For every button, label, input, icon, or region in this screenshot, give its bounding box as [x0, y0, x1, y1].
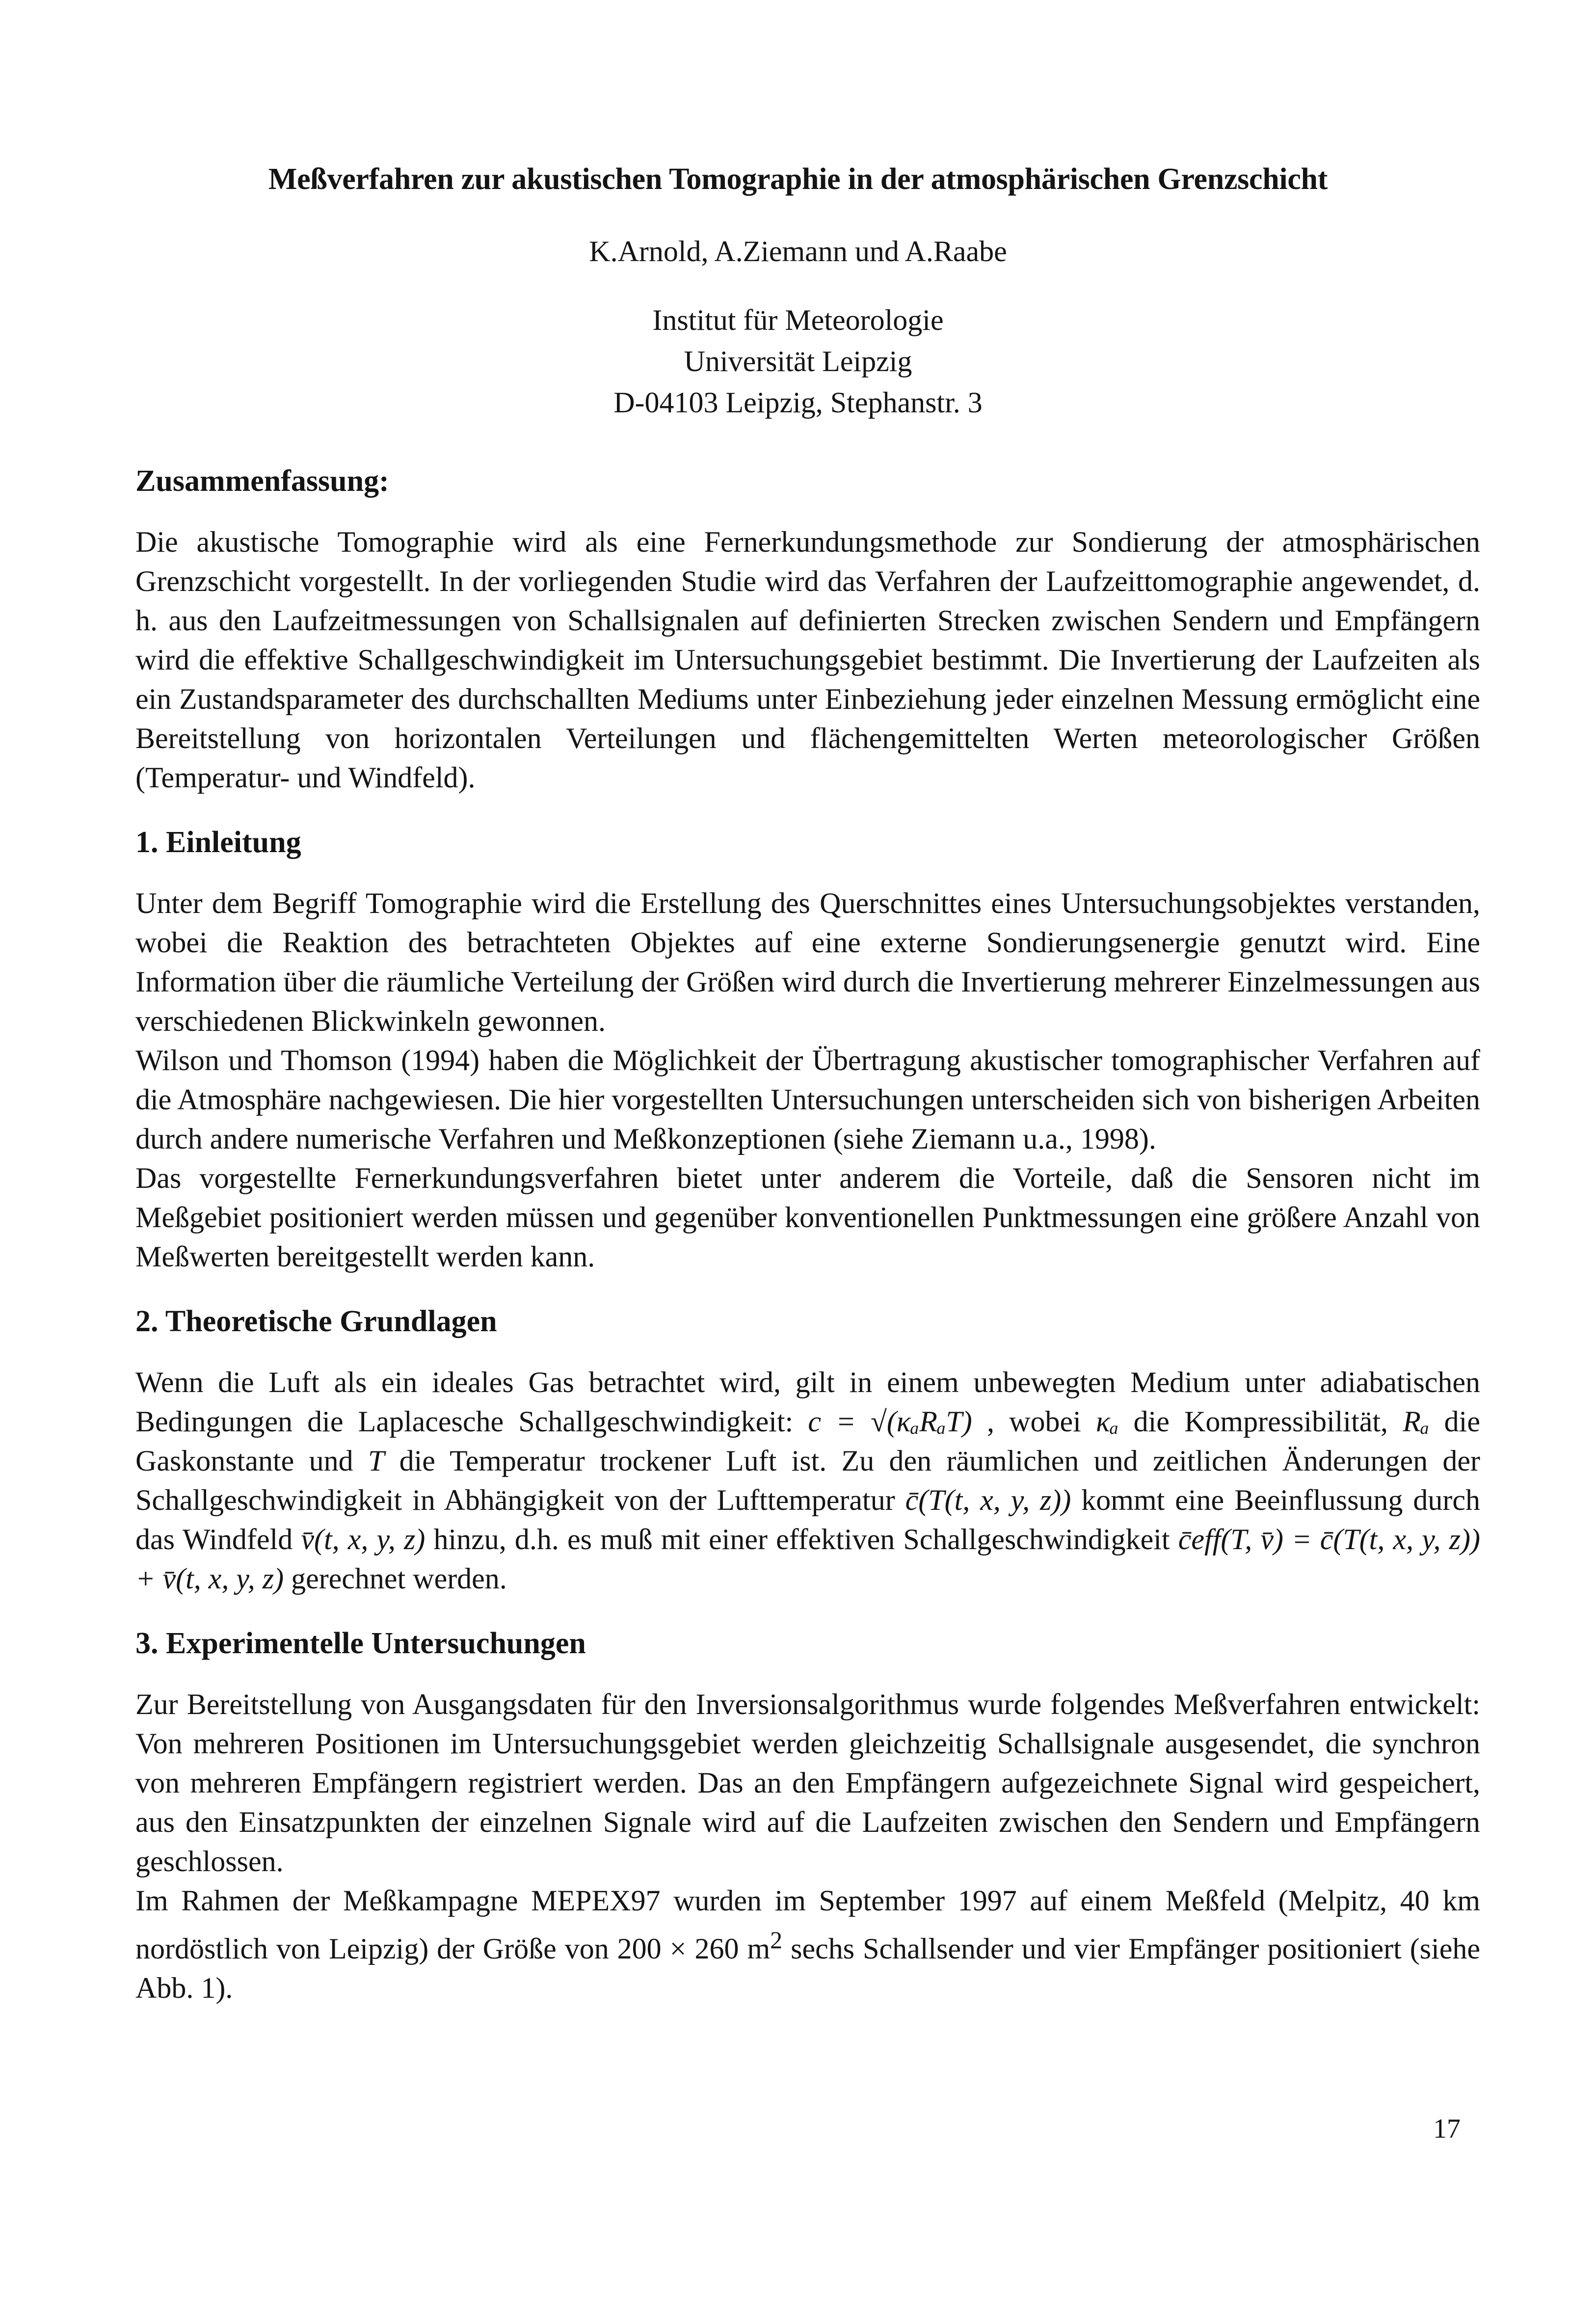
symbol-t: T [368, 1445, 385, 1477]
equation-ceff: c̄eff(T, v̄) = c̄(T(t, x, y, z)) + v̄(t, x, y, z) [135, 1523, 1481, 1595]
text-run: kommt eine Beeinflussung durch das Windfeld [135, 1484, 1480, 1556]
paper-title: Meßverfahren zur akustischen Tomographie in der atmosphärischen Grenzschicht [268, 162, 1328, 196]
page-number: 17 [1433, 2114, 1461, 2144]
symbol-ra: Rₐ [1403, 1405, 1430, 1438]
text-run: hinzu, d.h. es muß mit einer effektiven Schallgeschwindigkeit [425, 1523, 1178, 1556]
abstract-heading: Zusammenfassung: [135, 464, 389, 498]
section-heading-grundlagen: 2. Theoretische Grundlagen [135, 1305, 497, 1338]
superscript: 2 [770, 1926, 783, 1954]
text-run: die Gaskonstante und [135, 1405, 1480, 1477]
equation-laplace: c = √(κₐRₐT) [808, 1405, 972, 1438]
paragraph: Wilson und Thomson (1994) haben die Möglichkeit der Übertragung akustischer tomographischer Verfahren auf die Atmosphäre nachgewiesen. Die hier vorgestellten Untersuchungen unterscheiden sich von bisherigen Arbeiten durch andere numerische Verfahren und Meßkonzeptionen (siehe Ziemann u.a., 1998). [135, 1044, 1480, 1155]
paragraph: Das vorgestellte Fernerkundungsverfahren bietet unter anderem die Vorteile, daß die Sensoren nicht im Meßgebiet positioniert werden müssen und gegenüber konventionellen Punktmessungen eine größere Anzahl von Meßwerten bereitgestellt werden kann. [135, 1162, 1480, 1273]
affiliation [0, 299, 1596, 423]
paragraph-mepex [135, 1881, 1480, 2008]
text-run: gerechnet werden. [284, 1562, 507, 1595]
equation-wind: v̄(t, x, y, z) [301, 1523, 426, 1556]
text-run: die Kompressibilität, [1118, 1405, 1403, 1438]
paragraph-theory [135, 1363, 1480, 1598]
section-heading-einleitung: 1. Einleitung [135, 826, 301, 859]
paragraph: Unter dem Begriff Tomographie wird die Erstellung des Querschnittes eines Untersuchungsobjektes verstanden, wobei die Reaktion des betrachteten Objektes auf eine externe Sondierungsenergie genutzt wird. Eine Information über die räumliche Verteilung der Größen wird durch die Invertierung mehrerer Einzelmessungen aus verschiedenen Blickwinkeln gewonnen. [135, 887, 1480, 1037]
text-run: Wenn die Luft als ein ideales Gas betrachtet wird, gilt in einem unbewegten Medium unter adiabatischen Bedingungen die Laplacesche Schallgeschwindigkeit: [135, 1366, 1480, 1438]
text-run: die Temperatur trockener Luft ist. Zu den räumlichen und zeitlichen Änderungen der Schallgeschwindigkeit in Abhängigkeit von der Lufttemperatur [135, 1445, 1481, 1516]
affiliation-line: Universität Leipzig [684, 345, 912, 377]
abstract-paragraph: Die akustische Tomographie wird als eine Fernerkundungsmethode zur Sondierung der atmosphärischen Grenzschicht vorgestellt. In der vorliegenden Studie wird das Verfahren der Laufzeittomographie angewendet, d. h. aus den Laufzeitmessungen von Schallsignalen auf definierten Strecken zwischen Sendern und Empfängern wird die effektive Schallgeschwindigkeit im Untersuchungsgebiet bestimmt. Die Invertierung der Laufzeiten als ein Zustandsparameter des durchschallten Mediums unter Einbeziehung jeder einzelnen Messung ermöglicht eine Bereitstellung von horizontalen Verteilungen und flächengemittelten Werten meteorologischer Größen (Temperatur- und Windfeld). [135, 526, 1480, 794]
body-text [135, 461, 1480, 2008]
paragraph: Zur Bereitstellung von Ausgangsdaten für den Inversionsalgorithmus wurde folgendes Meßverfahren entwickelt: Von mehreren Positionen im Untersuchungsgebiet werden gleichzeitig Schallsignale ausgesendet, die synchron von mehreren Empfängern registriert werden. Das an den Empfängern aufgezeichnete Signal wird gespeichert, aus den Einsatzpunkten der einzelnen Signale wird auf die Laufzeiten zwischen den Sendern und Empfängern geschlossen. [135, 1688, 1480, 1878]
affiliation-line: D-04103 Leipzig, Stephanstr. 3 [613, 386, 983, 419]
authors: K.Arnold, A.Ziemann und A.Raabe [589, 235, 1007, 268]
text-run: Im Rahmen der Meßkampagne MEPEX97 wurden im September 1997 auf einem Meßfeld (Melpitz, 40 km nordöstlich von Leipzig) der Größe von 200 × 260 m [135, 1884, 1480, 1965]
section-heading-experimentell: 3. Experimentelle Untersuchungen [135, 1627, 586, 1660]
text-run: sechs Schallsender und vier Empfänger positioniert (siehe Abb. 1). [135, 1932, 1481, 2004]
equation-c-temperature: c̄(T(t, x, y, z)) [905, 1484, 1071, 1516]
symbol-kappa: κₐ [1096, 1405, 1119, 1438]
text-run: , wobei [972, 1405, 1096, 1438]
affiliation-line: Institut für Meteorologie [652, 304, 944, 336]
